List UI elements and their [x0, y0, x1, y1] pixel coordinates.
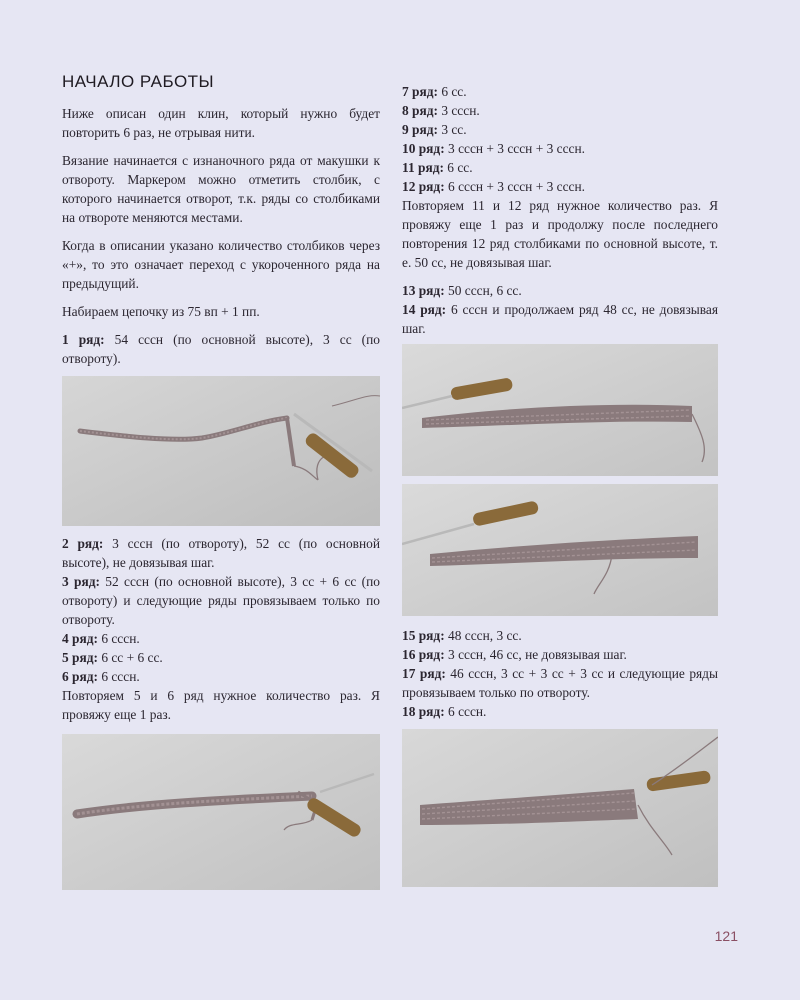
- crochet-photo-4: [402, 484, 718, 616]
- row-8-instruction: [402, 101, 718, 120]
- row-label: 10 ряд:: [402, 141, 445, 156]
- row-text: 6 сссн.: [97, 631, 140, 646]
- row-label: 8 ряд:: [402, 103, 438, 118]
- row-18-instruction: [402, 702, 718, 721]
- row-text: 3 сссн, 46 сс, не довязывая шаг.: [444, 647, 627, 662]
- row-13-instruction: [402, 281, 718, 300]
- row-9-instruction: [402, 120, 718, 139]
- row-text: 6 сс + 6 сс.: [97, 650, 163, 665]
- row-label: 13 ряд:: [402, 283, 445, 298]
- row-3-instruction: [62, 572, 380, 629]
- row-text: 6 сссн.: [444, 704, 487, 719]
- repeat-note-right: Повторяем 11 и 12 ряд нужное количество раз. Я провяжу еще 1 раз и продолжу после последнего повторения 12 ряд столбиками по основной высоте, т. е. 50 сс, не довязывая шаг.: [402, 198, 718, 270]
- row-label: 9 ряд:: [402, 122, 438, 137]
- section-heading: НАЧАЛО РАБОТЫ: [62, 72, 215, 91]
- left-column: [62, 72, 380, 890]
- row-11-instruction: [402, 158, 718, 177]
- row-14-instruction: [402, 300, 718, 338]
- row-label: 15 ряд:: [402, 628, 445, 643]
- row-text: 6 сс.: [443, 160, 473, 175]
- row-text: 6 сссн.: [97, 669, 140, 684]
- page-number: 121: [714, 928, 738, 944]
- row-text: 6 сссн и продолжаем ряд 48 сс, не довязывая шаг.: [402, 302, 718, 336]
- row-text: 50 сссн, 6 сс.: [444, 283, 522, 298]
- intro-paragraph-4: Набираем цепочку из 75 вп + 1 пп.: [62, 304, 260, 319]
- repeat-note-left: Повторяем 5 и 6 ряд нужное количество раз. Я провяжу еще 1 раз.: [62, 688, 380, 722]
- row-text: 3 сссн (по отвороту), 52 сс (по основной высоте), не довязывая шаг.: [62, 536, 381, 570]
- row-text: 6 сссн + 3 сссн + 3 сссн.: [444, 179, 585, 194]
- row-label: 14 ряд:: [402, 302, 447, 317]
- row-1-instruction: [62, 330, 380, 368]
- row-text: 6 сс.: [437, 84, 467, 99]
- intro-paragraph-1: Ниже описан один клин, который нужно будет повторить 6 раз, не отрывая нити.: [62, 106, 380, 140]
- row-17-instruction: [402, 664, 718, 702]
- intro-paragraph-2: Вязание начинается с изнаночного ряда от макушки к отвороту. Маркером можно отметить столбик, с которого начинается отворот, т.к. ряды со столбиками на отвороте меняются местами.: [62, 153, 380, 225]
- row-2-instruction: [62, 534, 380, 572]
- row-text: 54 сссн (по основной высоте), 3 сс (по отвороту).: [62, 332, 381, 366]
- row-text: 3 сс.: [437, 122, 467, 137]
- row-text: 3 сссн + 3 сссн + 3 сссн.: [444, 141, 585, 156]
- row-5-instruction: [62, 648, 380, 667]
- row-label: 6 ряд:: [62, 669, 98, 684]
- row-label: 7 ряд:: [402, 84, 438, 99]
- crochet-photo-3: [402, 344, 718, 476]
- right-column: [402, 82, 718, 887]
- row-10-instruction: [402, 139, 718, 158]
- row-label: 12 ряд:: [402, 179, 445, 194]
- row-text: 46 сссн, 3 сс + 3 сс + 3 сс и следующие ряды провязываем только по отвороту.: [402, 666, 718, 700]
- row-6-instruction: [62, 667, 380, 686]
- row-15-instruction: [402, 626, 718, 645]
- intro-paragraph-3: Когда в описании указано количество столбиков через «+», то это означает переход с укороченного ряда на предыдущий.: [62, 238, 380, 291]
- row-label: 16 ряд:: [402, 647, 445, 662]
- row-label: 2 ряд:: [62, 536, 104, 551]
- row-label: 5 ряд:: [62, 650, 98, 665]
- crochet-photo-5: [402, 729, 718, 887]
- row-16-instruction: [402, 645, 718, 664]
- row-label: 18 ряд:: [402, 704, 445, 719]
- crochet-photo-1: [62, 376, 380, 526]
- row-text: 48 сссн, 3 сс.: [444, 628, 522, 643]
- crochet-photo-2: [62, 734, 380, 890]
- row-label: 4 ряд:: [62, 631, 98, 646]
- row-4-instruction: [62, 629, 380, 648]
- row-text: 3 сссн.: [437, 103, 480, 118]
- row-label: 11 ряд:: [402, 160, 444, 175]
- row-label: 3 ряд:: [62, 574, 100, 589]
- row-7-instruction: [402, 82, 718, 101]
- row-label: 17 ряд:: [402, 666, 446, 681]
- row-label: 1 ряд:: [62, 332, 105, 347]
- row-12-instruction: [402, 177, 718, 196]
- row-text: 52 сссн (по основной высоте), 3 сс + 6 сс (по отвороту) и следующие ряды провязываем только по отвороту.: [62, 574, 381, 627]
